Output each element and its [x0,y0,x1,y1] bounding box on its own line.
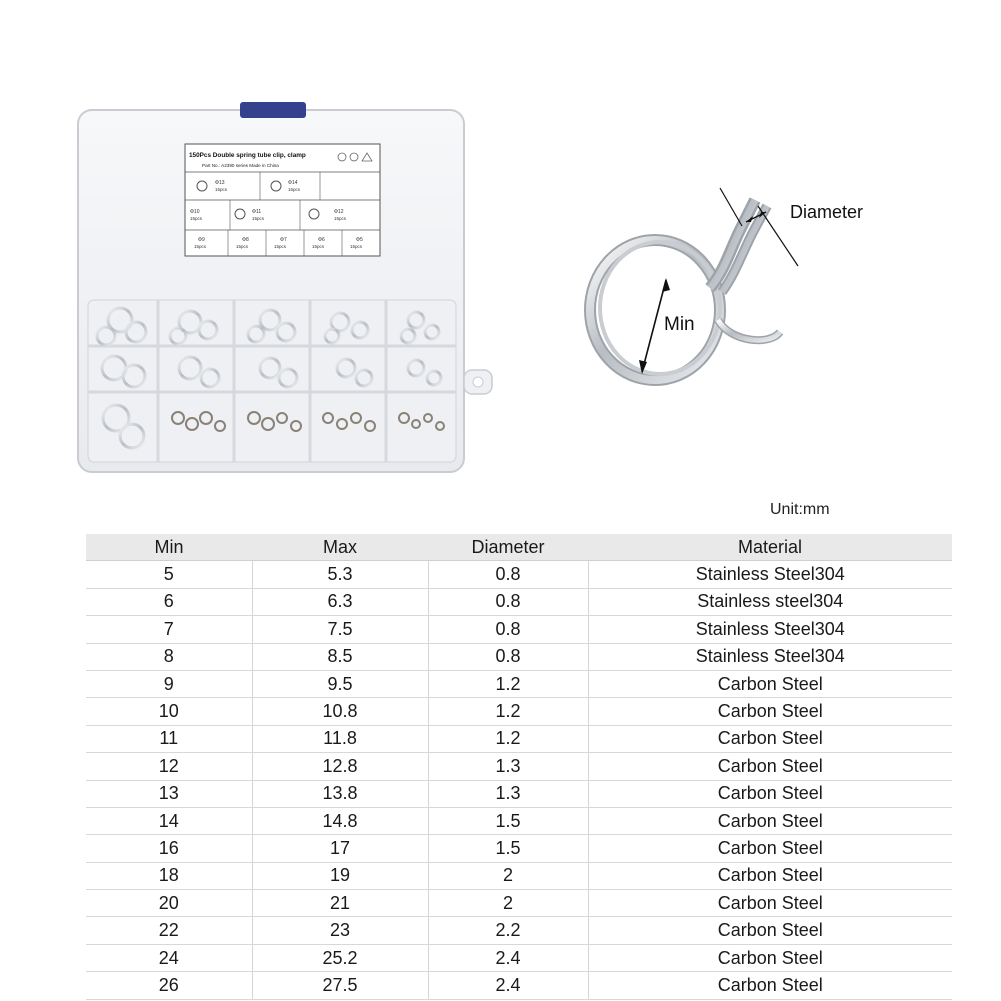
table-row [86,807,952,834]
slot-size: Φ13 [215,180,225,186]
table-row [86,616,952,643]
cell-material: Stainless Steel304 [588,616,952,643]
cell-max: 9.5 [252,670,428,697]
cell-max: 13.8 [252,780,428,807]
table-row [86,862,952,889]
table-row [86,972,952,999]
cell-diameter: 2.4 [428,944,588,971]
table-row [86,890,952,917]
cell-material: Carbon Steel [588,944,952,971]
slot-qty: 15pcs [252,216,265,221]
cell-diameter: 2.4 [428,972,588,999]
cell-max: 12.8 [252,753,428,780]
product-box-photo [70,100,500,480]
cell-min: 16 [86,835,252,862]
cell-min: 18 [86,862,252,889]
box-label-part-no: Part No.: A2390 series Made in China [202,163,279,168]
diameter-label: Diameter [790,202,864,222]
cell-max: 11.8 [252,725,428,752]
slot-qty: 15pcs [312,244,325,249]
table-row [86,561,952,588]
cell-material: Carbon Steel [588,807,952,834]
cell-max: 7.5 [252,616,428,643]
cell-diameter: 1.5 [428,807,588,834]
cell-material: Carbon Steel [588,670,952,697]
slot-size: Φ8 [242,237,249,243]
slot-qty: 15pcs [194,244,207,249]
cell-material: Carbon Steel [588,698,952,725]
table-header-row [86,534,952,561]
cell-max: 17 [252,835,428,862]
slot-size: Φ12 [334,209,344,215]
slot-qty: 15pcs [274,244,287,249]
cell-diameter: 0.8 [428,643,588,670]
cell-max: 27.5 [252,972,428,999]
table-row [86,944,952,971]
slot-qty: 15pcs [215,187,228,192]
cell-diameter: 1.2 [428,670,588,697]
cell-diameter: 2 [428,890,588,917]
cell-max: 23 [252,917,428,944]
cell-min: 8 [86,643,252,670]
table-row [86,780,952,807]
table-row [86,917,952,944]
cell-min: 6 [86,588,252,615]
slot-size: Φ10 [190,209,200,215]
column-header-material: Material [588,534,952,561]
slot-size: Φ11 [252,209,262,215]
cell-min: 14 [86,807,252,834]
cell-material: Carbon Steel [588,862,952,889]
slot-qty: 15pcs [288,187,301,192]
slot-qty: 15pcs [190,216,203,221]
cell-material: Carbon Steel [588,835,952,862]
cell-material: Carbon Steel [588,753,952,780]
cell-min: 7 [86,616,252,643]
table-row [86,698,952,725]
cell-max: 10.8 [252,698,428,725]
cell-diameter: 1.2 [428,698,588,725]
column-header-diameter: Diameter [428,534,588,561]
unit-label: Unit:mm [770,501,830,518]
cell-diameter: 2.2 [428,917,588,944]
table-body [86,561,952,999]
table-row [86,670,952,697]
cell-material: Carbon Steel [588,725,952,752]
cell-material: Stainless steel304 [588,588,952,615]
cell-material: Carbon Steel [588,780,952,807]
slot-size: Φ5 [356,237,363,243]
table-row [86,643,952,670]
cell-max: 19 [252,862,428,889]
slot-qty: 15pcs [236,244,249,249]
cell-max: 14.8 [252,807,428,834]
cell-min: 5 [86,561,252,588]
cell-diameter: 0.8 [428,561,588,588]
cell-diameter: 0.8 [428,588,588,615]
cell-min: 24 [86,944,252,971]
slot-qty: 15pcs [350,244,363,249]
slot-size: Φ9 [198,237,205,243]
cell-min: 26 [86,972,252,999]
min-label: Min [664,314,695,335]
cell-max: 5.3 [252,561,428,588]
slot-size: Φ14 [288,180,298,186]
cell-material: Carbon Steel [588,972,952,999]
cell-min: 13 [86,780,252,807]
cell-max: 8.5 [252,643,428,670]
cell-max: 6.3 [252,588,428,615]
cell-max: 21 [252,890,428,917]
cell-material: Carbon Steel [588,890,952,917]
cell-diameter: 2 [428,862,588,889]
cell-min: 12 [86,753,252,780]
cell-min: 22 [86,917,252,944]
cell-material: Carbon Steel [588,917,952,944]
table-row [86,588,952,615]
cell-diameter: 1.3 [428,753,588,780]
organizer-box-illustration [70,100,500,480]
cell-diameter: 0.8 [428,616,588,643]
box-label-title: 150Pcs Double spring tube clip, clamp [189,152,306,159]
cell-min: 10 [86,698,252,725]
cell-min: 20 [86,890,252,917]
cell-material: Stainless Steel304 [588,643,952,670]
column-header-min: Min [86,534,252,561]
slot-qty: 15pcs [334,216,347,221]
cell-min: 11 [86,725,252,752]
table-row [86,835,952,862]
table-row [86,753,952,780]
cell-diameter: 1.2 [428,725,588,752]
slot-size: Φ6 [318,237,325,243]
column-header-max: Max [252,534,428,561]
cell-diameter: 1.5 [428,835,588,862]
table-row [86,725,952,752]
latch-icon [240,102,306,118]
slot-size: Φ7 [280,237,287,243]
spec-table [86,534,952,1000]
cell-diameter: 1.3 [428,780,588,807]
cell-material: Stainless Steel304 [588,561,952,588]
cell-max: 25.2 [252,944,428,971]
cell-min: 9 [86,670,252,697]
